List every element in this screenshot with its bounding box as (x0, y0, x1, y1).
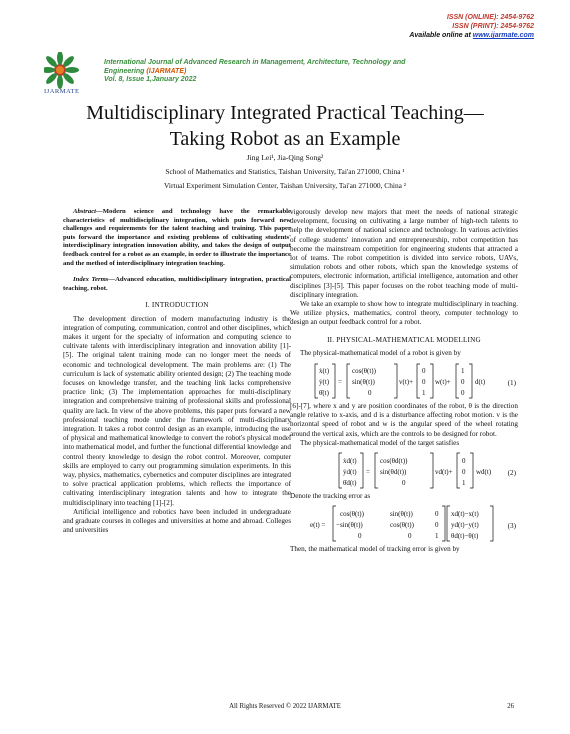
issn-print: ISSN (PRINT): 2454-9762 (452, 23, 534, 30)
tracking-intro: Denote the tracking error as (290, 492, 371, 501)
svg-text:0: 0 (408, 532, 412, 541)
svg-text:cos(θ(t)): cos(θ(t)) (352, 367, 376, 376)
available-online: Available online at www.ijarmate.com (409, 32, 534, 39)
journal-name-line2: Engineering (IJARMATE) (104, 67, 187, 75)
svg-text:sin(θ(t)): sin(θ(t)) (352, 378, 375, 387)
svg-text:−sin(θ(t)): −sin(θ(t)) (336, 521, 363, 530)
svg-text:1: 1 (462, 479, 466, 488)
right-paragraph-1: vigorously develop new majors that meet the needs of national strategic development, focusing on cultivating a large number of high-tech talents to help the development of national science and technology. In various activities of college students' innovation and entrepreneurship, robot competition has become the mainstream competition for engineering students that attracted a lot of teams. The robot competition is divided into service robots, UAVs, simulation robots and other robots, which span the knowledge systems of computers, electronic information, artificial intelligence, automation and other disciplines [3]-[5]. This paper focuses on the robot teaching mode of multi-disciplinary integration. (290, 208, 518, 299)
page-number: 26 (507, 703, 514, 710)
equation-3 (290, 501, 518, 545)
section-heading-modelling: II. PHYSICAL-MATHEMATICAL MODELLING (327, 335, 481, 344)
affiliation-1: School of Mathematics and Statistics, Taishan University, Tai'an 271000, China ¹ (165, 167, 405, 176)
svg-text:ẏ(t): ẏ(t) (319, 378, 330, 387)
svg-text:0: 0 (462, 457, 466, 466)
equation-1-graphic (290, 358, 518, 402)
svg-text:0: 0 (461, 378, 465, 387)
final-line: Then, the mathematical model of tracking error is given by (290, 545, 460, 554)
right-column (290, 208, 518, 554)
right-paragraph-2: We take an example to show how to integrate multidisciplinary in teaching. We utilize physics, mathematics, control theory, computer technology to design an output feedback control for a robot. (290, 300, 518, 327)
journal-name-line1: International Journal of Advanced Research in Management, Architecture, Technology and (104, 59, 406, 66)
intro-paragraph-1: The development direction of modern manufacturing industry is the integration of computing, communication, control and other disciplines, which makes it urgent for the specialty of information and computing science to cultivate talents with interdisciplinary integration and innovation ability [1]-[5]. The original talent training mode can no longer meet the needs of economic and technological development. The main problems are: (1) The curriculum is lack of systematic ability oriented design; (2) The teaching mode focuses on knowledge transfer, and the teaching link lacks comprehensive practice link; (3) The implementation approaches for multi-disciplinary integration and comprehensive training of professional skills and professional quality are lack. In view of the above problems, this paper puts forward a new professional teaching mode under the framework of multi-disciplinary integration. It takes a robot control design as an example, introducing the use of physical and mathematical knowledge to convert the robot's physical model into mathematical model, and further the functional differential knowledge and control theory knowledge to design the robot control. Moreover, computer skills are employed to carry out programming simulation experiments. In this way, physics, mathematics, cybernetics and computer disciplines are integrated to solve practical application problems, which reflects the importance of cultivating interdisciplinary integration talents and how to integrate the multidisciplinary into teaching [1]-[2]. (63, 314, 291, 507)
intro-paragraph-2: Artificial intelligence and robotics have been included in undergraduate and graduate courses in colleges and universities at home and abroad. Colleges and universities (63, 507, 291, 535)
svg-text:θ̇(t): θ̇(t) (319, 389, 329, 398)
model-intro: The physical-mathematical model of a robot is given by (300, 348, 461, 357)
svg-text:θd(t)−θ(t): θd(t)−θ(t) (451, 532, 479, 541)
svg-text:ẋd(t): ẋd(t) (343, 457, 357, 466)
footer-copyright: All Rights Reserved © 2022 IJARMATE (229, 703, 341, 710)
equation-1-number: (1) (507, 379, 516, 388)
equation-3-graphic (290, 501, 518, 545)
logo-wordmark: IJARMATE (44, 88, 80, 95)
after-equation-1: [6]-[7], where x and y are position coordinates of the robot, θ is the direction angle relative to x-axis, and d is a disturbance affecting robot motion. v is the horizontal speed of robot and w is the angular speed of the wheel rotating around the vertical axis, which are the controls to be designed for robot. (290, 402, 518, 438)
target-intro: The physical-mathematical model of the target satisfies (300, 438, 460, 447)
svg-text:ẋ(t): ẋ(t) (319, 367, 330, 376)
svg-text:0: 0 (461, 389, 465, 398)
svg-text:d(t): d(t) (475, 378, 486, 387)
svg-text:0: 0 (462, 468, 466, 477)
paper-title: Multidisciplinary Integrated Practical Teaching— Taking Robot as an Example (86, 102, 484, 150)
svg-text:=: = (366, 468, 370, 477)
svg-text:1: 1 (461, 367, 465, 376)
svg-text:sin(θd(t)): sin(θd(t)) (380, 468, 407, 477)
equation-2-number: (2) (507, 469, 516, 478)
svg-text:0: 0 (402, 479, 406, 488)
equation-1 (290, 358, 518, 402)
svg-text:0: 0 (358, 532, 362, 541)
svg-text:cos(θ(t)): cos(θ(t)) (340, 510, 364, 519)
svg-text:xd(t)−x(t): xd(t)−x(t) (451, 510, 479, 519)
journal-link[interactable]: www.ijarmate.com (472, 32, 534, 39)
svg-text:vd(t)+: vd(t)+ (435, 468, 453, 477)
equation-2 (290, 448, 518, 492)
svg-text:ẏd(t): ẏd(t) (343, 468, 357, 477)
journal-volume: Vol. 8, Issue 1,January 2022 (104, 76, 197, 84)
abstract: Abstract—Modern science and technology have the remarkable characteristics of multidisciplinary integration, which puts forward new challenges and requirements for the talent teaching and training. This paper puts forward the importance and existing problems of cultivating students' interdisciplinary integration innovation ability, and takes the design of output feedback control for a robot as an example, in order to illustrate the importance and the method of interdisciplinary integration teaching. (63, 208, 291, 267)
svg-text:0: 0 (435, 510, 439, 519)
svg-text:1: 1 (422, 389, 426, 398)
paper-authors: Jing Lei¹, Jia-Qing Song² (246, 153, 324, 162)
issn-online: ISSN (ONLINE): 2454-9762 (446, 14, 534, 21)
svg-text:0: 0 (422, 378, 426, 387)
equation-3-number: (3) (507, 522, 516, 531)
svg-text:0: 0 (435, 521, 439, 530)
svg-text:yd(t)−y(t): yd(t)−y(t) (451, 521, 479, 530)
svg-text:0: 0 (368, 389, 372, 398)
svg-text:w(t)+: w(t)+ (435, 378, 451, 387)
svg-text:1: 1 (435, 532, 439, 541)
svg-text:=: = (338, 378, 342, 387)
svg-text:wd(t): wd(t) (476, 468, 492, 477)
svg-text:sin(θ(t)): sin(θ(t)) (390, 510, 413, 519)
svg-text:cos(θ(t)): cos(θ(t)) (390, 521, 414, 530)
svg-text:cos(θd(t)): cos(θd(t)) (380, 457, 408, 466)
svg-text:θ̇d(t): θ̇d(t) (343, 479, 357, 488)
issn-block (409, 13, 534, 40)
journal-header (104, 59, 405, 85)
equation-2-graphic (290, 448, 518, 492)
affiliation-2: Virtual Experiment Simulation Center, Taishan University, Tai'an 271000, China ² (164, 181, 406, 190)
section-heading-introduction: I. INTRODUCTION (145, 301, 209, 310)
index-terms: Index Terms—Advanced education, multidisciplinary integration, practical teaching, robot. (63, 276, 292, 292)
left-column (63, 208, 291, 535)
svg-text:v(t)+: v(t)+ (399, 378, 414, 387)
svg-text:0: 0 (422, 367, 426, 376)
svg-text:e(t) =: e(t) = (310, 521, 326, 530)
